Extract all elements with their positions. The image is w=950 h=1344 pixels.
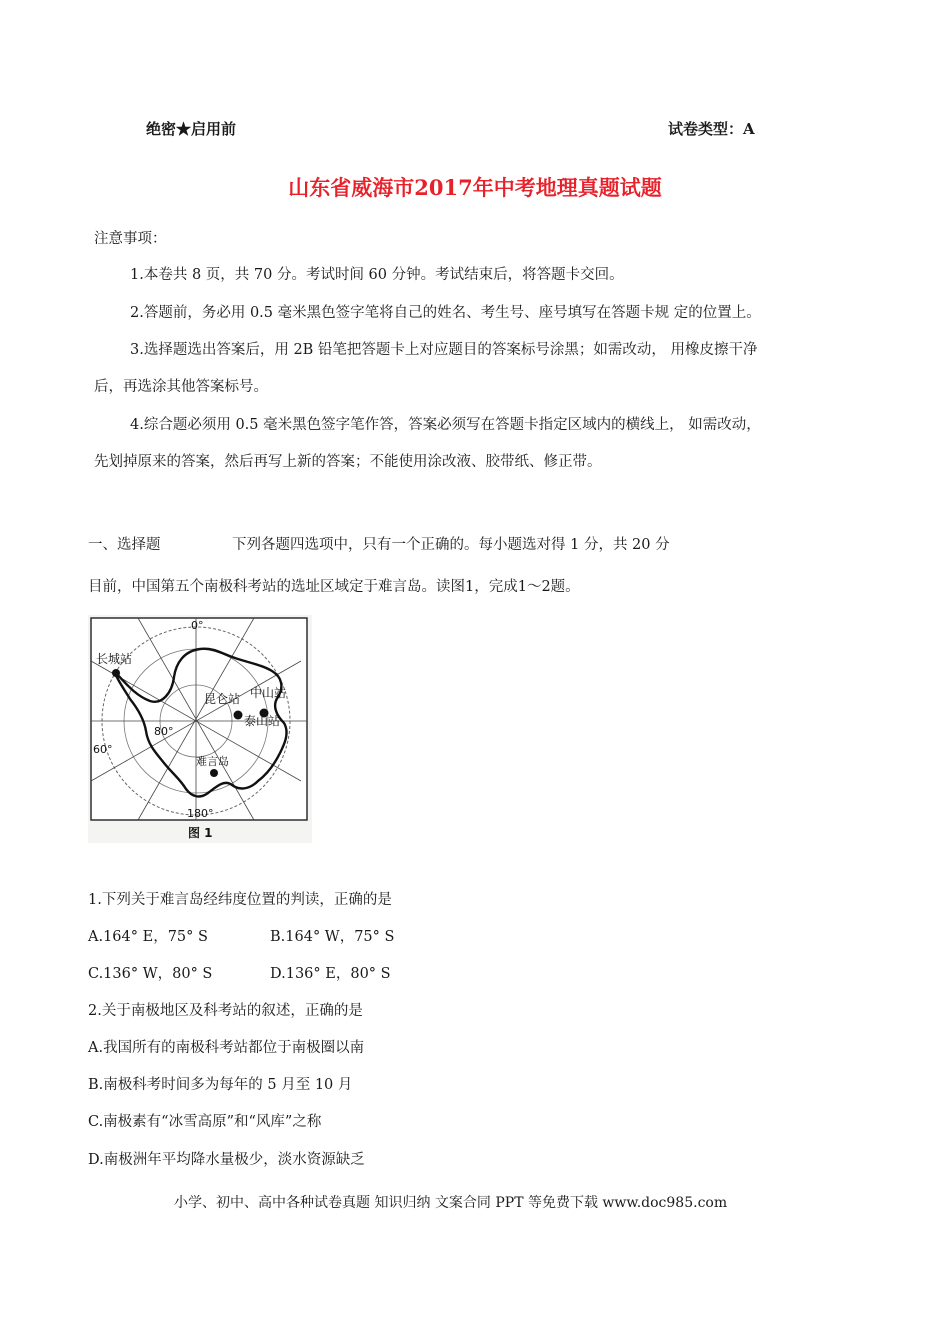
notes-heading: 注意事项： [94, 231, 167, 247]
question-2-option-a: A.我国所有的南极科考站都位于南极圈以南 [88, 1040, 365, 1056]
secret-label: 绝密★启用前 [146, 120, 237, 138]
antarctica-map [88, 615, 312, 843]
label-60-degree: 60° [93, 743, 113, 756]
question-2-option-d: D.南极洲年平均降水量极少，淡水资源缺乏 [88, 1152, 365, 1168]
label-kunlun-station: 昆仑站 [204, 692, 241, 706]
page-footer: 小学、初中、高中各种试卷真题 知识归纳 文案合同 PPT 等免费下载 www.doc985.com [174, 1195, 728, 1211]
note-item: 先划掉原来的答案，然后再写上新的答案；不能使用涂改液、胶带纸、修正带。 [94, 454, 602, 470]
page-title: 山东省威海市2017年中考地理真题试题 [288, 175, 662, 200]
question-2-option-c: C.南极素有“冰雪高原”和“风库”之称 [88, 1114, 322, 1130]
label-zhongshan-station: 中山站 [250, 686, 287, 700]
question-2-stem: 2.关于南极地区及科考站的叙述，正确的是 [88, 1003, 363, 1019]
paper-type-label: 试卷类型：A [668, 120, 755, 138]
note-item: 3.选择题选出答案后，用 2B 铅笔把答题卡上对应题目的答案标号涂黑；如需改动， 用橡皮擦干净 [130, 342, 758, 358]
note-item: 后，再选涂其他答案标号。 [94, 379, 268, 395]
question-1-stem: 1.下列关于难言岛经纬度位置的判读，正确的是 [88, 892, 392, 908]
label-180-degree: 180° [187, 807, 214, 820]
question-1-option-d: D.136° E，80° S [270, 966, 391, 982]
label-0-degree: 0° [191, 619, 204, 632]
changcheng-station-dot [112, 669, 120, 677]
label-changcheng-station: 长城站 [96, 652, 133, 666]
label-taishan-station: 泰山站 [244, 714, 281, 728]
question-1-option-a: A.164° E，75° S [88, 929, 208, 945]
question-intro: 目前，中国第五个南极科考站的选址区域定于难言岛。读图1，完成1～2题。 [88, 579, 580, 595]
note-item: 1.本卷共 8 页，共 70 分。考试时间 60 分钟。考试结束后，将答题卡交回。 [130, 267, 624, 283]
nanyan-island-dot [210, 769, 218, 777]
note-item: 4.综合题必须用 0.5 毫米黑色签字笔作答，答案必须写在答题卡指定区域内的横线上， 如需改动， [130, 417, 761, 433]
section-instruction: 下列各题四选项中，只有一个正确的。每小题选对得 1 分，共 20 分 [232, 537, 670, 553]
question-2-option-b: B.南极科考时间多为每年的 5 月至 10 月 [88, 1077, 353, 1093]
label-nanyan-island: 难言岛 [196, 755, 229, 768]
figure-antarctica-map [88, 615, 312, 843]
figure-caption: 图 1 [188, 826, 213, 840]
question-1-option-c: C.136° W，80° S [88, 966, 213, 982]
section-title: 一、选择题 [88, 537, 161, 553]
label-80-degree: 80° [154, 725, 174, 738]
question-1-option-b: B.164° W，75° S [270, 929, 395, 945]
kunlun-station-dot [234, 711, 243, 720]
note-item: 2.答题前，务必用 0.5 毫米黑色签字笔将自己的姓名、考生号、座号填写在答题卡规 定的位置上。 [130, 305, 761, 321]
